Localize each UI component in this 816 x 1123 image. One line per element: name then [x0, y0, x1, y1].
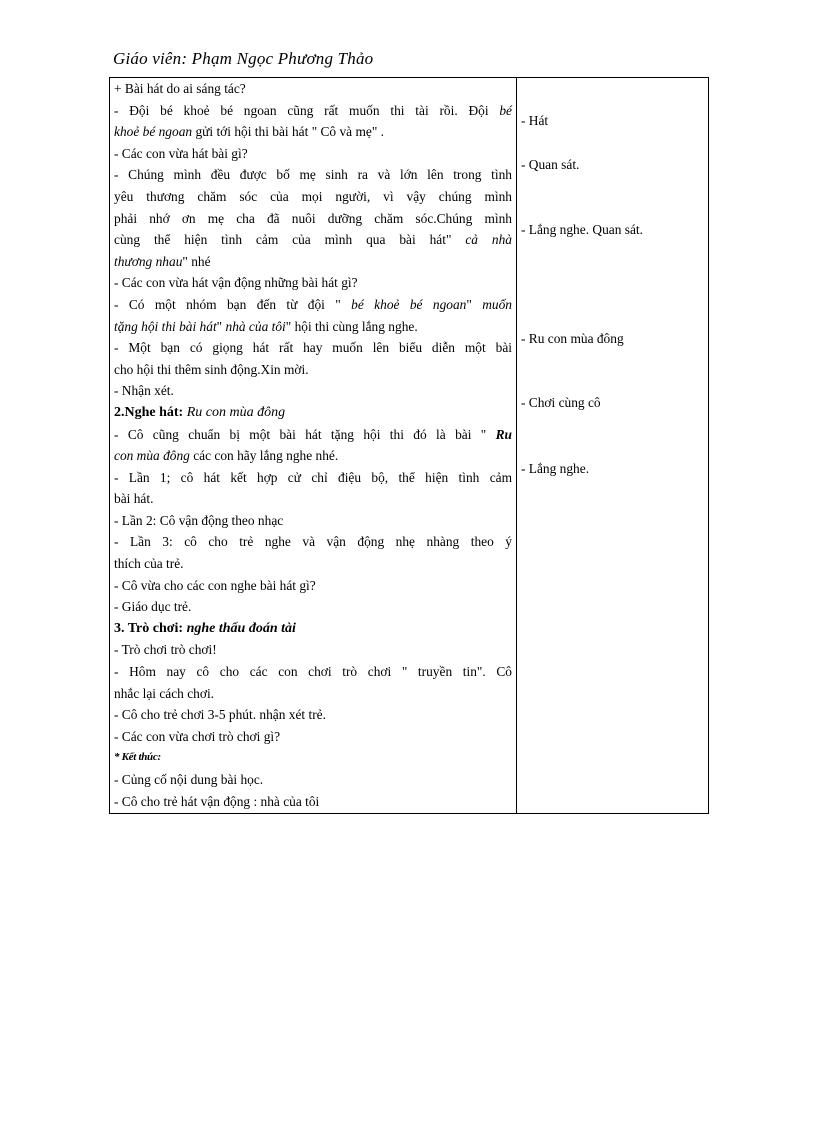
text-line: - Cô cũng chuẩn bị một bài hát tặng hội thi đó là bài " Ru	[114, 426, 512, 442]
text-line: + Bài hát do ai sáng tác?	[114, 81, 246, 96]
child-activity-column	[517, 78, 709, 814]
text-line: - Các con vừa hát vận động những bài hát gì?	[114, 275, 358, 291]
text-line: phải nhớ ơn mẹ cha đã nuôi dưỡng chăm sóc.Chúng mình	[114, 210, 512, 226]
text-line: - Lần 3: cô cho trẻ nghe và vận động nhẹ nhàng theo ý	[114, 534, 512, 550]
text-line: - Nhận xét.	[114, 383, 174, 399]
text-line: - Các con vừa chơi trò chơi gì?	[114, 728, 281, 744]
text-line: khoẻ bé ngoan gửi tới hội thi bài hát " Cô và mẹ" .	[114, 124, 384, 140]
text-line: - Một bạn có giọng hát rất hay muốn lên biểu diễn một bài	[114, 340, 512, 356]
section-heading: 2.Nghe hát: Ru con mùa đông	[114, 404, 286, 420]
child-activity: - Ru con mùa đông	[521, 330, 624, 346]
section-heading: 3. Trò chơi: nghe thấu đoán tài	[114, 620, 296, 636]
child-activity: - Hát	[521, 113, 549, 128]
teacher-header: Giáo viên: Phạm Ngọc Phương Thảo	[113, 49, 374, 68]
text-line: - Cô vừa cho các con nghe bài hát gì?	[114, 577, 316, 593]
text-line: - Cô cho trẻ hát vận động : nhà của tôi	[114, 793, 320, 809]
text-line: thích của trẻ.	[114, 556, 184, 572]
text-line: - Giáo dục trẻ.	[114, 599, 192, 615]
child-activity: - Chơi cùng cô	[521, 395, 601, 411]
text-line: cùng thể hiện tình cảm của mình qua bài hát" cả nhà	[114, 232, 512, 248]
text-line: con mùa đông các con hãy lắng nghe nhé.	[114, 448, 339, 464]
text-line: - Trò chơi trò chơi!	[114, 642, 217, 658]
text-line: - Củng cố nội dung bài học.	[114, 772, 264, 787]
activity-column	[110, 78, 517, 814]
lesson-table	[109, 77, 709, 814]
text-line: - Các con vừa hát bài gì?	[114, 145, 248, 161]
child-activity: - Lắng nghe. Quan sát.	[521, 222, 643, 238]
text-line: nhắc lại cách chơi.	[114, 685, 215, 701]
text-line: - Chúng mình đều được bố mẹ sinh ra và lớn lên trong tình	[114, 167, 512, 183]
section-heading: * Kết thúc:	[114, 751, 161, 764]
text-line: - Lần 2: Cô vận động theo nhạc	[114, 512, 284, 528]
text-line: - Đội bé khoẻ bé ngoan cũng rất muốn thi tài rồi. Đội bé	[114, 102, 512, 118]
text-line: cho hội thi thêm sinh động.Xin mời.	[114, 361, 309, 377]
text-line: thương nhau" nhé	[114, 253, 211, 269]
text-line: tặng hội thi bài hát" nhà của tôi" hội thi cùng lắng nghe.	[114, 318, 418, 334]
text-line: yêu thương chăm sóc của mọi người, vì vậy chúng mình	[114, 188, 512, 204]
child-activity: - Lắng nghe.	[521, 460, 590, 476]
text-line: - Có một nhóm bạn đến từ đội " bé khoẻ bé ngoan" muốn	[114, 296, 512, 312]
text-line: - Hôm nay cô cho các con chơi trò chơi " truyền tin". Cô	[114, 664, 512, 680]
text-line: - Lần 1; cô hát kết hợp cử chỉ điệu bộ, thể hiện tình cảm	[114, 469, 512, 485]
child-activity: - Quan sát.	[521, 156, 580, 172]
text-line: bài hát.	[114, 491, 154, 507]
text-line: - Cô cho trẻ chơi 3-5 phút. nhận xét trẻ.	[114, 707, 326, 723]
